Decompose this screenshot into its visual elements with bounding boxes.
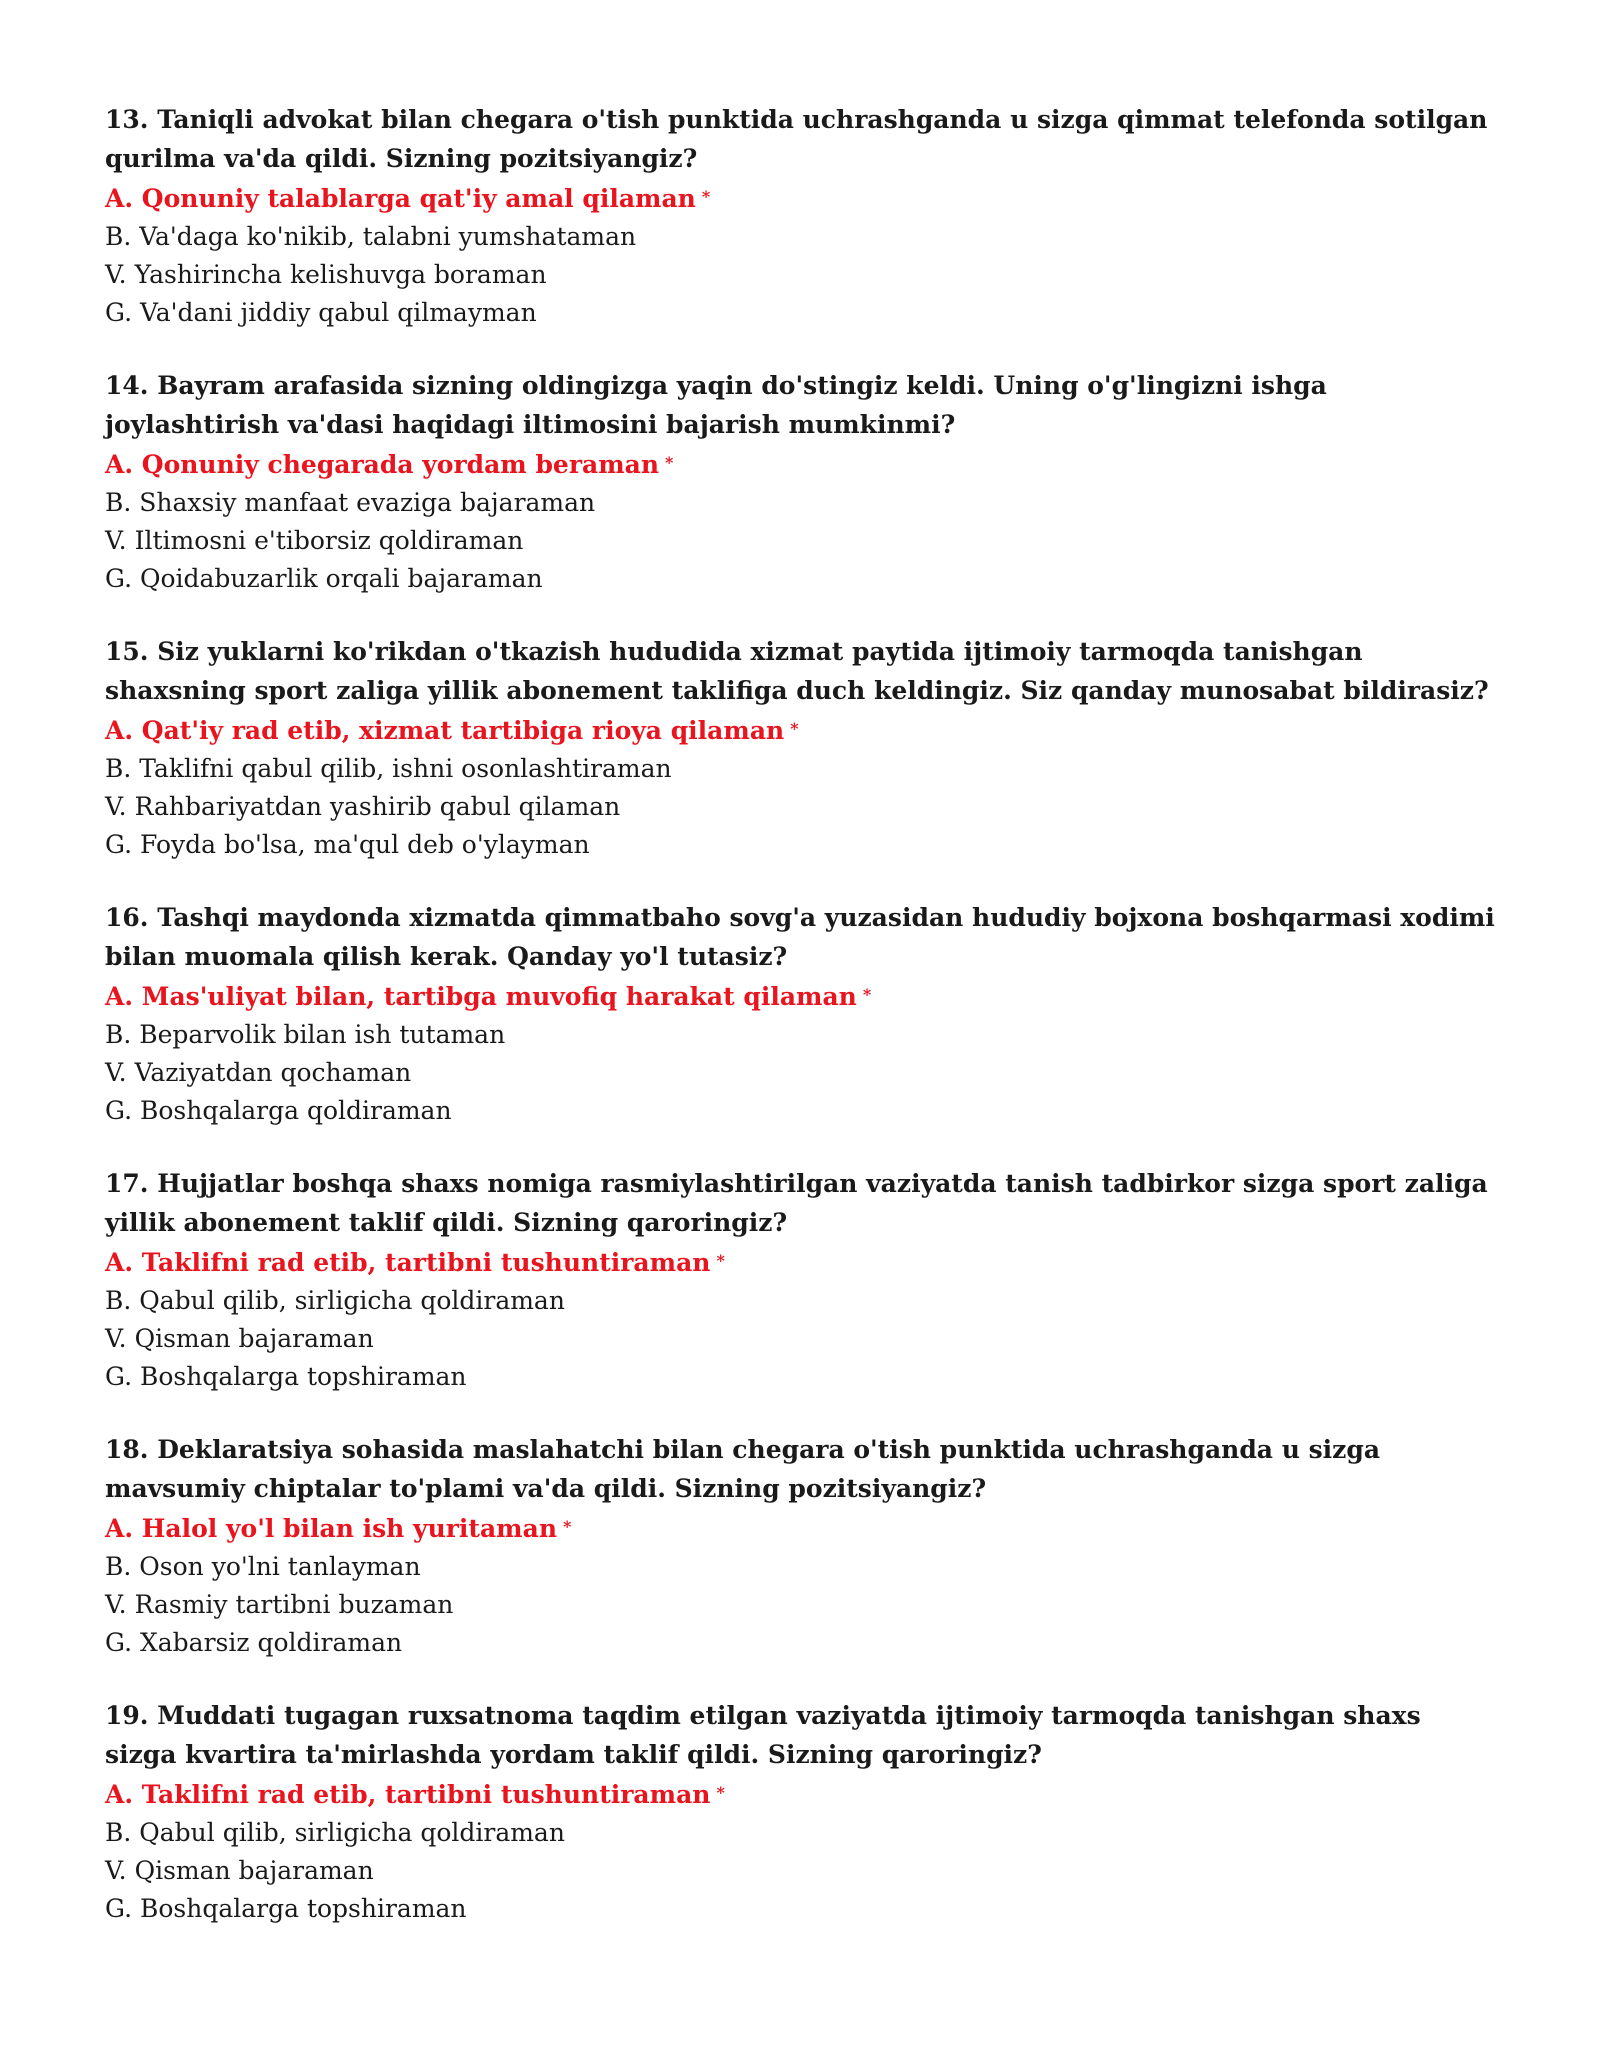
question-18 xyxy=(105,1430,1500,1662)
question-text: 13. Taniqli advokat bilan chegara o'tish punktida uchrashganda u sizga qimmat telefonda sotilgan qurilma va'da qildi. Sizning pozitsiyangiz? xyxy=(105,105,1488,173)
answer-option: B. Qabul qilib, sirligicha qoldiraman xyxy=(105,1286,565,1315)
question-15 xyxy=(105,632,1500,864)
answer-option: G. Boshqalarga topshiraman xyxy=(105,1362,467,1391)
answer-option: B. Oson yo'lni tanlayman xyxy=(105,1552,421,1581)
question-text: 16. Tashqi maydonda xizmatda qimmatbaho sovg'a yuzasidan hududiy bojxona boshqarmasi xodimi bilan muomala qilish kerak. Qanday yo'l tutasiz? xyxy=(105,903,1495,971)
answer-option: B. Va'daga ko'nikib, talabni yumshataman xyxy=(105,222,637,251)
question-16 xyxy=(105,898,1500,1130)
star-marker: * xyxy=(665,453,674,472)
answer-option: G. Qoidabuzarlik orqali bajaraman xyxy=(105,564,543,593)
option-label: A. Qonuniy chegarada yordam beraman xyxy=(105,450,660,479)
correct-answer xyxy=(105,1510,1500,1548)
question-text: 15. Siz yuklarni ko'rikdan o'tkazish hududida xizmat paytida ijtimoiy tarmoqda tanishgan shaxsning sport zaliga yillik abonement taklifiga duch keldingiz. Siz qanday munosabat bildirasiz? xyxy=(105,637,1489,705)
correct-answer xyxy=(105,1244,1500,1282)
question-14 xyxy=(105,366,1500,598)
question-13 xyxy=(105,100,1500,332)
answer-option: G. Foyda bo'lsa, ma'qul deb o'ylayman xyxy=(105,830,590,859)
option-label: A. Taklifni rad etib, tartibni tushuntiraman xyxy=(105,1248,711,1277)
answer-option: V. Rasmiy tartibni buzaman xyxy=(105,1590,454,1619)
answer-option: B. Taklifni qabul qilib, ishni osonlashtiraman xyxy=(105,754,672,783)
correct-answer xyxy=(105,446,1500,484)
question-text: 14. Bayram arafasida sizning oldingizga yaqin do'stingiz keldi. Uning o'g'lingizni ishga joylashtirish va'dasi haqidagi iltimosini bajarish mumkinmi? xyxy=(105,371,1327,439)
star-marker: * xyxy=(862,985,872,1004)
answer-option: V. Rahbariyatdan yashirib qabul qilaman xyxy=(105,792,621,821)
star-marker: * xyxy=(716,1783,725,1802)
answer-option: G. Va'dani jiddiy qabul qilmayman xyxy=(105,298,537,327)
answer-option: G. Boshqalarga qoldiraman xyxy=(105,1096,452,1125)
answer-option: B. Shaxsiy manfaat evaziga bajaraman xyxy=(105,488,596,517)
star-marker: * xyxy=(716,1251,725,1270)
option-label: A. Qat'iy rad etib, xizmat tartibiga rioya qilaman xyxy=(105,716,785,745)
answer-option: V. Qisman bajaraman xyxy=(105,1856,374,1885)
question-17 xyxy=(105,1164,1500,1396)
star-marker: * xyxy=(563,1517,572,1536)
answer-option: G. Boshqalarga topshiraman xyxy=(105,1894,467,1923)
correct-answer xyxy=(105,180,1500,218)
correct-answer xyxy=(105,712,1500,750)
correct-answer xyxy=(105,978,1500,1016)
star-marker: * xyxy=(701,187,711,206)
answer-option: V. Qisman bajaraman xyxy=(105,1324,374,1353)
answer-option: V. Vaziyatdan qochaman xyxy=(105,1058,412,1087)
answer-option: V. Yashirincha kelishuvga boraman xyxy=(105,260,547,289)
option-label: A. Taklifni rad etib, tartibni tushuntiraman xyxy=(105,1780,711,1809)
answer-option: B. Beparvolik bilan ish tutaman xyxy=(105,1020,506,1049)
answer-option: V. Iltimosni e'tiborsiz qoldiraman xyxy=(105,526,524,555)
option-label: A. Halol yo'l bilan ish yuritaman xyxy=(105,1514,558,1543)
option-label: A. Qonuniy talablarga qat'iy amal qilaman xyxy=(105,184,696,213)
option-label: A. Mas'uliyat bilan, tartibga muvofiq harakat qilaman xyxy=(105,982,857,1011)
question-text: 17. Hujjatlar boshqa shaxs nomiga rasmiylashtirilgan vaziyatda tanish tadbirkor sizga sport zaliga yillik abonement taklif qildi. Sizning qaroringiz? xyxy=(105,1169,1488,1237)
star-marker: * xyxy=(790,719,799,738)
answer-option: B. Qabul qilib, sirligicha qoldiraman xyxy=(105,1818,565,1847)
document-page xyxy=(105,100,1500,1962)
question-19 xyxy=(105,1696,1500,1928)
question-text: 19. Muddati tugagan ruxsatnoma taqdim etilgan vaziyatda ijtimoiy tarmoqda tanishgan shaxs sizga kvartira ta'mirlashda yordam taklif qildi. Sizning qaroringiz? xyxy=(105,1701,1421,1769)
question-text: 18. Deklaratsiya sohasida maslahatchi bilan chegara o'tish punktida uchrashganda u sizga mavsumiy chiptalar to'plami va'da qildi. Sizning pozitsiyangiz? xyxy=(105,1435,1381,1503)
answer-option: G. Xabarsiz qoldiraman xyxy=(105,1628,403,1657)
correct-answer xyxy=(105,1776,1500,1814)
